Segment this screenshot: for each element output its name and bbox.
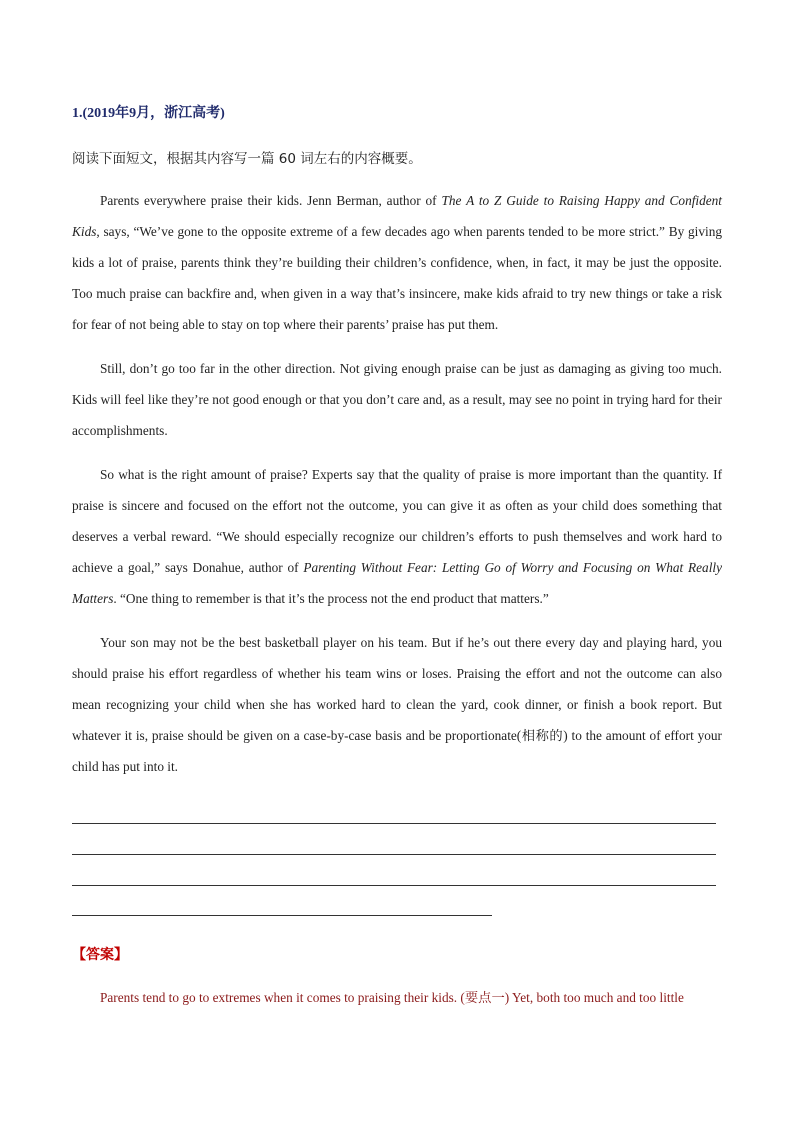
question-header: 1.(2019年9月，浙江高考) xyxy=(72,106,225,121)
book-title-2: Parenting Without Fear: Letting Go of Worry and Focusing on What Really Matters xyxy=(72,560,722,606)
paragraph-1-text-b: , says, “We’ve gone to the opposite extreme of a few decades ago when parents tended to be more strict.” By giving kids a lot of praise, parents think they’re building their children’s confidence, when, in fact, it may be just the opposite. Too much praise can backfire and, when given in a way that’s insincere, make kids afraid to try new things or take a risk for fear of not being able to stay on top where their parents’ praise has put them. xyxy=(72,224,722,332)
answer-line-1[interactable] xyxy=(72,823,716,824)
paragraph-3-text-b: . “One thing to remember is that it’s the process not the end product that matters.” xyxy=(113,591,549,606)
answer-line-3[interactable] xyxy=(72,885,716,886)
instruction-text: 阅读下面短文，根据其内容写一篇 60 词左右的内容概要。 xyxy=(72,151,422,167)
book-title-1: The A to Z Guide to Raising Happy and Confident Kids xyxy=(72,193,722,239)
paragraph-3 xyxy=(72,459,722,614)
paragraph-1 xyxy=(72,185,722,340)
answer-line-2[interactable] xyxy=(72,854,716,855)
answer-line-4[interactable] xyxy=(72,915,492,916)
paragraph-3-text-a: So what is the right amount of praise? Experts say that the quality of praise is more important than the quantity. If praise is sincere and focused on the effort not the outcome, you can give it as often as your child does something that deserves a verbal reward. “We should especially recognize our children’s efforts to push themselves and work hard to achieve a goal,” says Donahue, author of xyxy=(72,467,722,575)
paragraph-2: Still, don’t go too far in the other direction. Not giving enough praise can be just as damaging as giving too much. Kids will feel like they’re not good enough or that you don’t care and, as a result, may see no point in trying hard for their accomplishments. xyxy=(72,361,722,438)
paragraph-4: Your son may not be the best basketball player on his team. But if he’s out there every day and playing hard, you should praise his effort regardless of whether his team wins or loses. Praising the effort and not the outcome can also mean recognizing your child when she has worked hard to clean the yard, cook dinner, or finish a book report. But whatever it is, praise should be given on a case-by-case basis and be proportionate(相称的) to the amount of effort your child has put into it. xyxy=(72,635,722,774)
answer-label: 【答案】 xyxy=(72,947,128,963)
reading-passage xyxy=(72,185,722,795)
answer-text: Parents tend to go to extremes when it comes to praising their kids. (要点一) Yet, both too much and too little xyxy=(100,990,684,1005)
paragraph-1-text-a: Parents everywhere praise their kids. Jenn Berman, author of xyxy=(100,193,442,208)
